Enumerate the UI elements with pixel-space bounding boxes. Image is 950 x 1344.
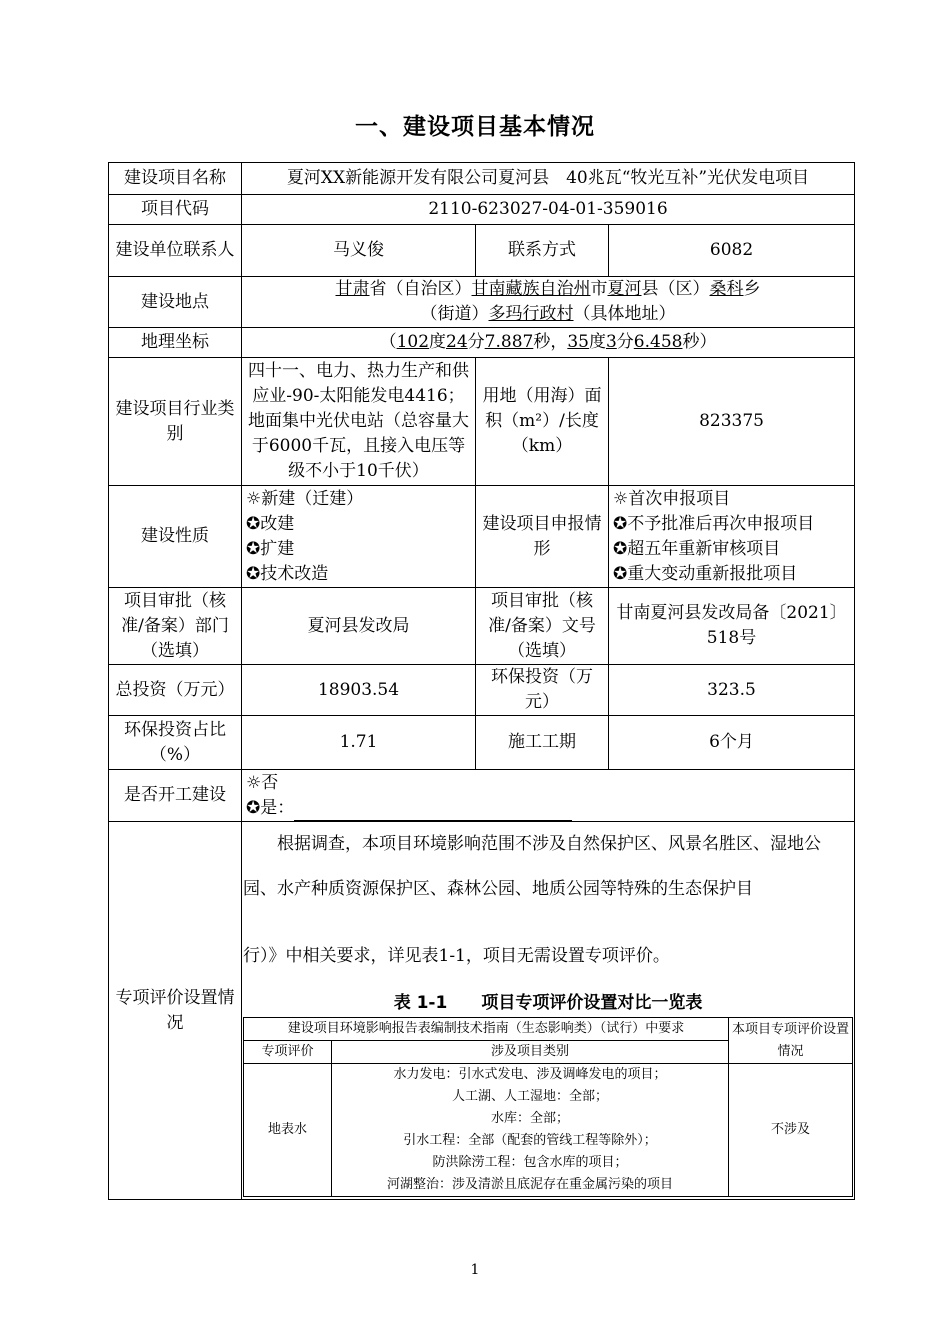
contact-label: 建设单位联系人: [109, 225, 242, 277]
township-value: 桑科: [709, 279, 744, 299]
list-item: 水库：全部；: [491, 1111, 570, 1126]
sub-row-label: 地表水: [244, 1064, 332, 1197]
investment-value: 18903.54: [242, 665, 476, 716]
name-label: 建设项目名称: [109, 163, 242, 195]
approval-dept-value: 夏河县发改局: [242, 588, 476, 665]
filing-option: ✪超五年重新审核项目: [613, 538, 781, 559]
location-label: 建设地点: [109, 277, 242, 328]
sub-col-category: 涉及项目类别: [332, 1041, 729, 1064]
lat-min: 3: [605, 332, 617, 352]
phone-label: 联系方式: [476, 225, 609, 277]
lon-sec: 7.887: [484, 332, 534, 352]
list-item: 水力发电：引水式发电、涉及调峰发电的项目；: [393, 1067, 667, 1082]
lat-sec: 6.458: [633, 332, 683, 352]
filing-options: [609, 486, 855, 588]
prefecture-value: 甘南藏族自治州: [471, 279, 591, 299]
area-label: 用地（用海）面积（m²）/长度（km）: [476, 358, 609, 486]
started-option-no: ☼否: [246, 772, 279, 793]
special-label: 专项评价设置情况: [109, 822, 242, 1200]
list-item: 河湖整治：涉及清淤且底泥存在重金属污染的项目: [387, 1177, 674, 1192]
location-value: [242, 277, 855, 328]
industry-value: 四十一、电力、热力生产和供应业-90-太阳能发电4416；地面集中光伏电站（总容量大于6000千瓦，且接入电压等级不小于10千伏）: [242, 358, 476, 486]
list-item: 人工湖、人工湿地：全部；: [452, 1089, 609, 1104]
phone-value: 6082: [609, 225, 855, 277]
period-label: 施工工期: [476, 716, 609, 770]
investment-label: 总投资（万元）: [109, 665, 242, 716]
ratio-label: 环保投资占比（%）: [109, 716, 242, 770]
county-value: 夏河: [607, 279, 642, 299]
sub-row-items: [332, 1064, 729, 1197]
period-value: 6个月: [609, 716, 855, 770]
filing-label: 建设项目申报情形: [476, 486, 609, 588]
area-value: 823375: [609, 358, 855, 486]
approval-no-value: 甘南夏河县发改局备〔2021〕518号: [609, 588, 855, 665]
table-1-1-title: 表 1-1 项目专项评价设置对比一览表: [393, 993, 703, 1013]
page-title: 一、建设项目基本情况: [355, 113, 595, 140]
industry-label: 建设项目行业类别: [109, 358, 242, 486]
started-option-yes-label: ✪是：: [246, 797, 295, 818]
project-info-table: [108, 162, 855, 1200]
contact-value: 马义俊: [242, 225, 476, 277]
coords-text: 度: [588, 332, 606, 352]
started-options: [242, 770, 855, 822]
started-option-yes: [246, 796, 850, 821]
filing-option: ☼首次申报项目: [613, 488, 731, 509]
coords-label: 地理坐标: [109, 328, 242, 358]
page-number: 1: [470, 1262, 480, 1278]
coords-text: 度: [429, 332, 447, 352]
lat-deg: 35: [567, 332, 589, 352]
env-investment-value: 323.5: [609, 665, 855, 716]
province-value: 甘肃: [335, 279, 370, 299]
location-text: （街道）: [420, 304, 489, 324]
nature-option: ✪技术改造: [246, 563, 329, 584]
nature-label: 建设性质: [109, 486, 242, 588]
special-paragraph-2: 行）》中相关要求，详见表1-1，项目无需设置专项评价。: [243, 946, 670, 966]
location-text: 县（区）: [641, 279, 710, 299]
started-blank-line: [294, 804, 572, 821]
sub-header-main: 建设项目环境影响报告表编制技术指南（生态影响类）（试行）中要求: [244, 1018, 729, 1041]
nature-options: [242, 486, 476, 588]
location-text: 市: [590, 279, 608, 299]
filing-option: ✪重大变动重新报批项目: [613, 563, 798, 584]
nature-option: ✪扩建: [246, 538, 295, 559]
approval-no-label: 项目审批（核准/备案）文号（选填）: [476, 588, 609, 665]
env-investment-label: 环保投资（万元）: [476, 665, 609, 716]
filing-option: ✪不予批准后再次申报项目: [613, 513, 815, 534]
nature-option: ✪改建: [246, 513, 295, 534]
sub-row-result: 不涉及: [729, 1064, 853, 1197]
special-paragraph: 根据调查，本项目环境影响范围不涉及自然保护区、风景名胜区、湿地公园、水产种质资源保护区、森林公园、地质公园等特殊的生态保护目: [243, 834, 821, 899]
location-text: 省（自治区）: [369, 279, 472, 299]
approval-dept-label: 项目审批（核准/备案）部门（选填）: [109, 588, 242, 665]
code-value: 2110-623027-04-01-359016: [242, 195, 855, 225]
list-item: 引水工程：全部（配套的管线工程等除外）；: [403, 1133, 657, 1148]
sub-header-right: 本项目专项评价设置情况: [729, 1018, 853, 1064]
location-text: 乡: [743, 279, 761, 299]
code-label: 项目代码: [109, 195, 242, 225]
address-value: 多玛行政村: [488, 304, 574, 324]
coords-text: 分: [616, 332, 634, 352]
location-text: （具体地址）: [573, 304, 676, 324]
lon-deg: 102: [396, 332, 430, 352]
spacer: [243, 912, 853, 934]
coords-text: 秒）: [682, 332, 717, 352]
coords-text: （: [379, 332, 397, 352]
list-item: 防洪除涝工程：包含水库的项目；: [432, 1155, 628, 1170]
special-eval-table: [243, 1017, 853, 1197]
coords-text: 秒，: [533, 332, 568, 352]
coords-text: 分: [467, 332, 485, 352]
nature-option: ☼新建（迁建）: [246, 488, 364, 509]
special-content: [242, 822, 855, 1200]
started-label: 是否开工建设: [109, 770, 242, 822]
ratio-value: 1.71: [242, 716, 476, 770]
coords-value: [242, 328, 855, 358]
sub-col-eval: 专项评价: [244, 1041, 332, 1064]
lon-min: 24: [446, 332, 468, 352]
name-value: 夏河XX新能源开发有限公司夏河县 40兆瓦“牧光互补”光伏发电项目: [242, 163, 855, 195]
